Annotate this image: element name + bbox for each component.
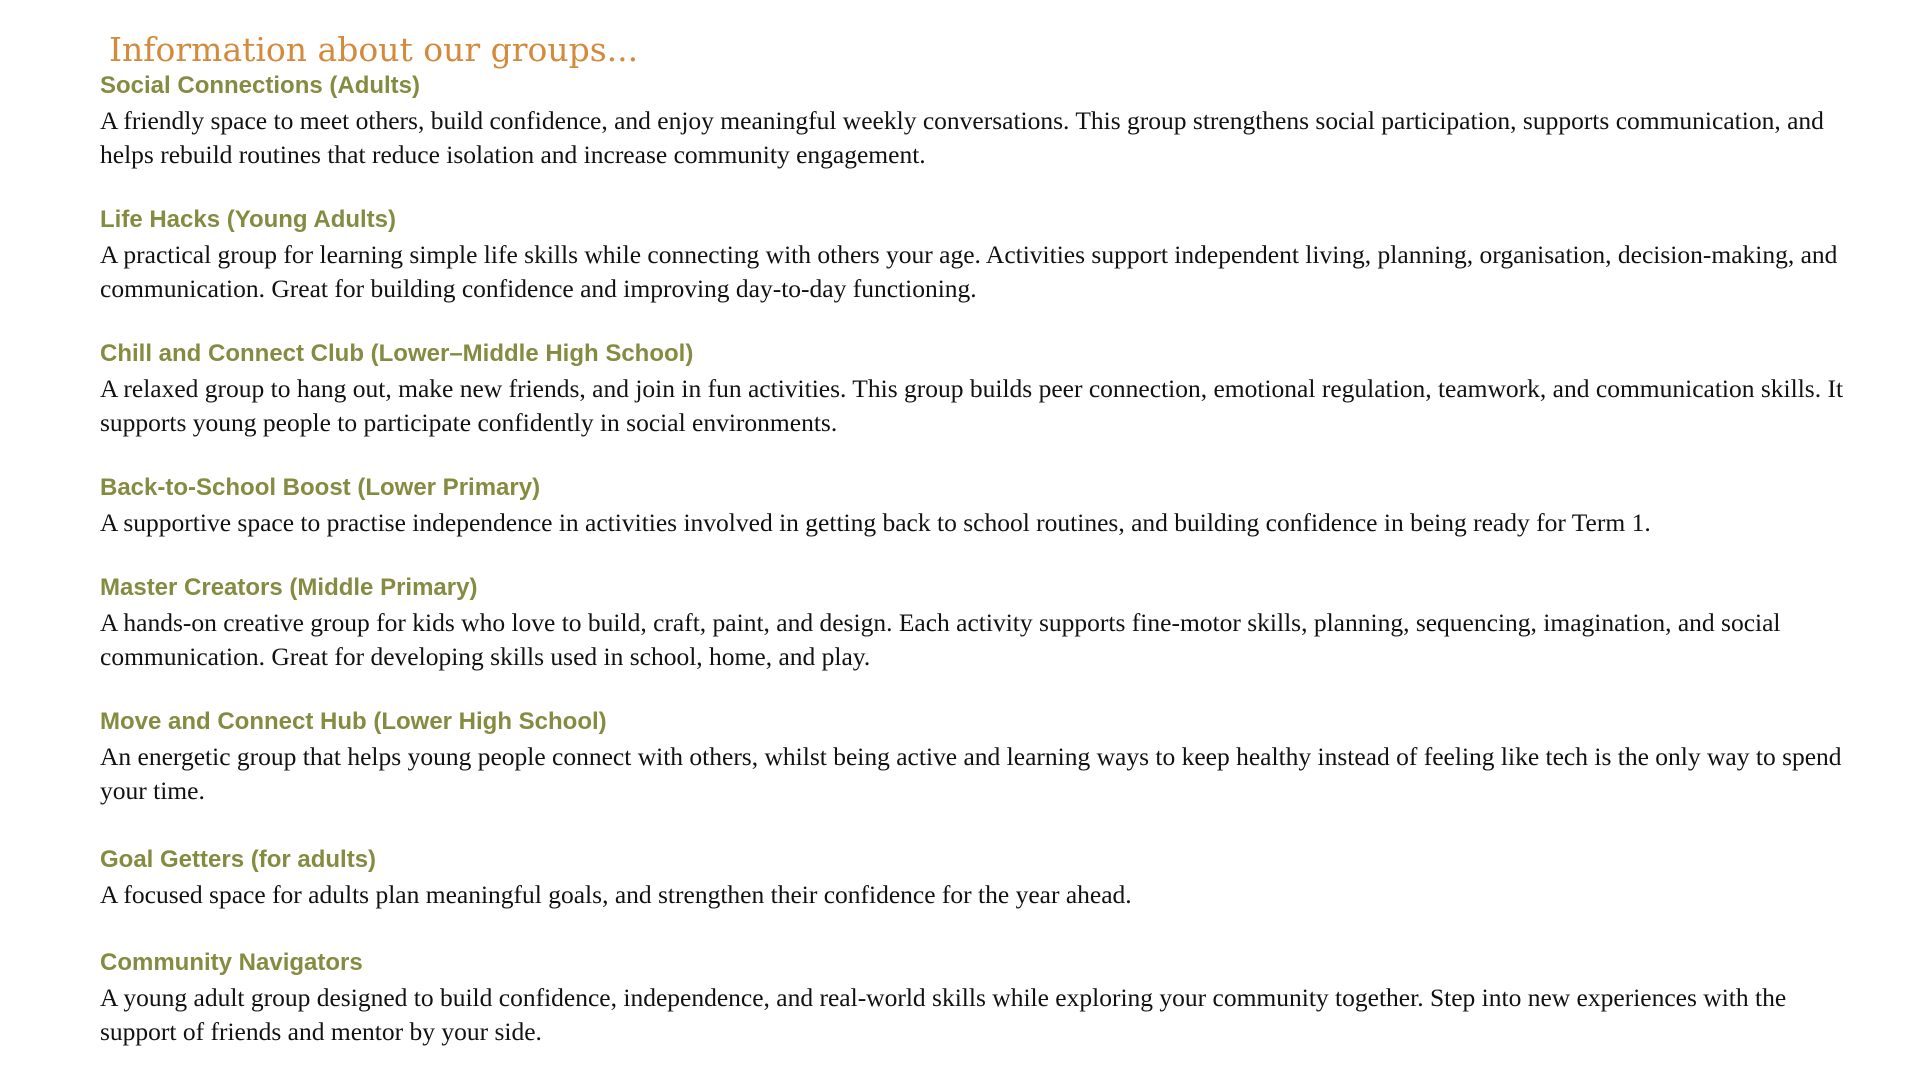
group-description: A focused space for adults plan meaningful goals, and strengthen their confidence for the year ahead. bbox=[100, 880, 1132, 909]
group-move-and-connect bbox=[100, 707, 1860, 808]
group-heading: Master Creators (Middle Primary) bbox=[100, 574, 478, 601]
group-heading: Community Navigators bbox=[100, 949, 363, 976]
group-social-connections bbox=[100, 71, 1860, 172]
group-description: An energetic group that helps young people connect with others, whilst being active and learning ways to keep healthy instead of feeling like tech is the only way to spend your time. bbox=[100, 742, 1842, 805]
group-goal-getters bbox=[100, 845, 1860, 912]
group-description: A relaxed group to hang out, make new friends, and join in fun activities. This group builds peer connection, emotional regulation, teamwork, and communication skills. It supports young people to participate confidently in social environments. bbox=[100, 374, 1844, 437]
page-title: Information about our groups... bbox=[109, 30, 639, 69]
group-heading: Chill and Connect Club (Lower–Middle High School) bbox=[100, 340, 694, 367]
group-heading: Life Hacks (Young Adults) bbox=[100, 206, 397, 233]
group-chill-and-connect bbox=[100, 339, 1860, 440]
group-community-navigators bbox=[100, 948, 1860, 1049]
group-heading: Move and Connect Hub (Lower High School) bbox=[100, 708, 607, 735]
group-master-creators bbox=[100, 573, 1860, 674]
group-back-to-school-boost bbox=[100, 473, 1860, 540]
group-description: A young adult group designed to build confidence, independence, and real-world skills while exploring your community together. Step into new experiences with the support of friends and mentor by your side. bbox=[100, 983, 1787, 1046]
group-description: A friendly space to meet others, build confidence, and enjoy meaningful weekly conversations. This group strengthens social participation, supports communication, and helps rebuild routines that reduce isolation and increase community engagement. bbox=[100, 106, 1824, 169]
group-description: A practical group for learning simple life skills while connecting with others your age. Activities support independent living, planning, organisation, decision-making, and communication. Great for building confidence and improving day-to-day functioning. bbox=[100, 240, 1838, 303]
group-description: A supportive space to practise independence in activities involved in getting back to school routines, and building confidence in being ready for Term 1. bbox=[100, 508, 1651, 537]
group-description: A hands-on creative group for kids who love to build, craft, paint, and design. Each activity supports fine-motor skills, planning, sequencing, imagination, and social communication. Great for developing skills used in school, home, and play. bbox=[100, 608, 1781, 671]
group-heading: Goal Getters (for adults) bbox=[100, 846, 377, 873]
group-heading: Social Connections (Adults) bbox=[100, 72, 421, 99]
group-life-hacks bbox=[100, 205, 1860, 306]
group-heading: Back-to-School Boost (Lower Primary) bbox=[100, 474, 541, 501]
